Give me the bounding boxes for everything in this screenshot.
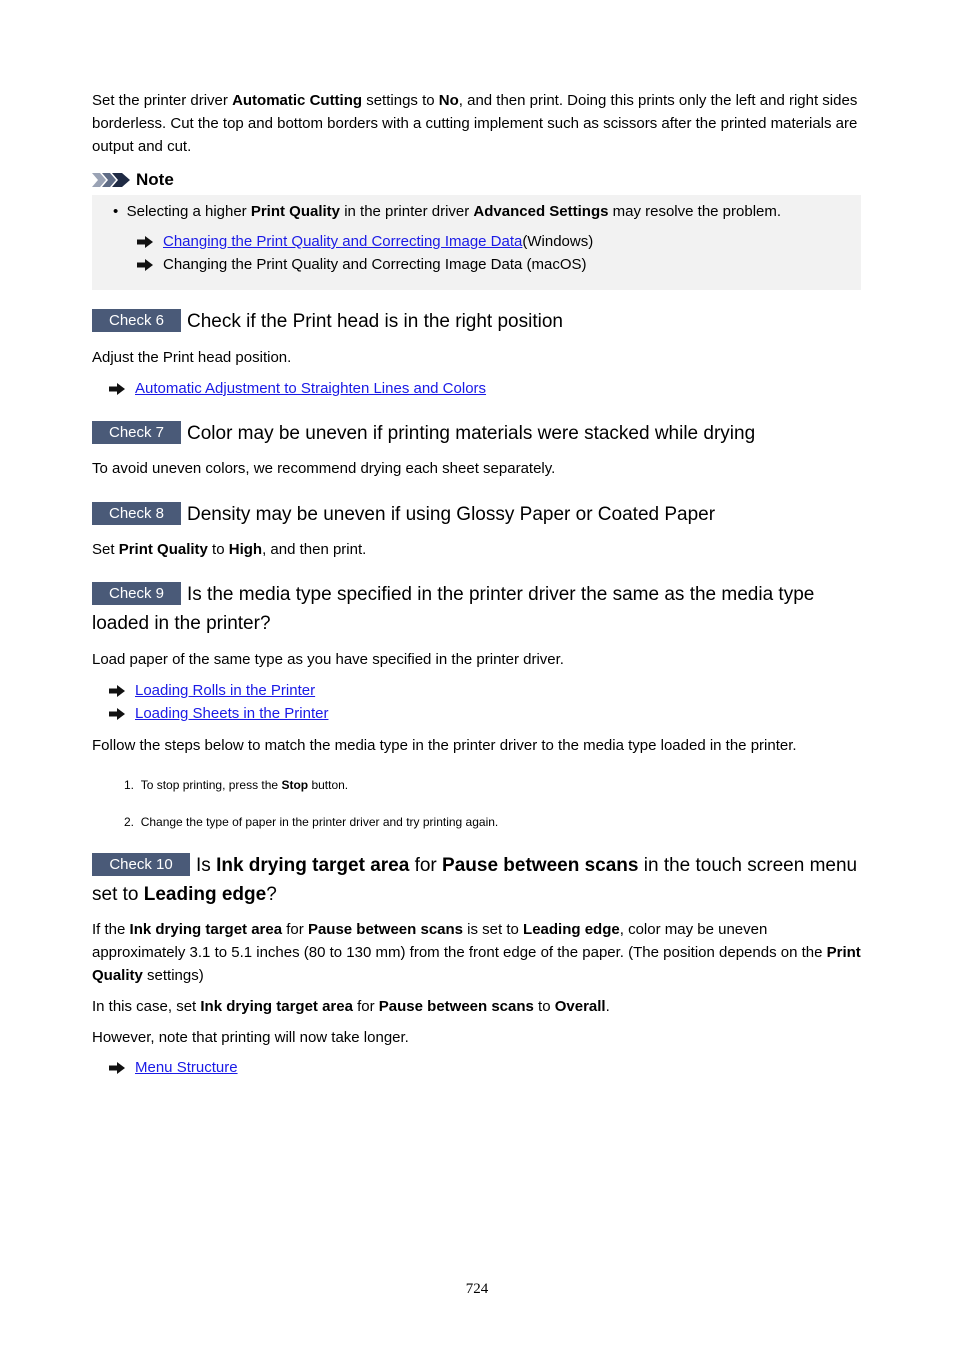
link-print-quality-windows[interactable]: Changing the Print Quality and Correcting Image Data xyxy=(163,233,523,250)
check9-link-row-sheets xyxy=(109,702,328,725)
check10-badge: Check 10 xyxy=(92,853,190,876)
check6-link-row xyxy=(109,377,486,400)
check7-heading xyxy=(92,419,862,448)
check10-link-row xyxy=(109,1056,238,1079)
check8-title: Density may be uneven if using Glossy Paper or Coated Paper xyxy=(187,504,716,525)
note-row-macos xyxy=(137,253,587,276)
check10-paragraph-3: However, note that printing will now take longer. xyxy=(92,1029,409,1046)
check10-title: Is Ink drying target area for Pause between scans in the touch screen menu set to Leading edge? xyxy=(92,855,858,905)
note-bullet-item: • Selecting a higher Print Quality in the printer driver Advanced Settings may resolve the problem. xyxy=(113,203,782,220)
link-loading-sheets[interactable]: Loading Sheets in the Printer xyxy=(135,705,329,722)
check7-body: To avoid uneven colors, we recommend drying each sheet separately. xyxy=(92,460,556,477)
check7-badge: Check 7 xyxy=(92,421,181,444)
check9-body: Load paper of the same type as you have specified in the printer driver. xyxy=(92,651,564,668)
note-chevrons-icon xyxy=(92,172,130,188)
note-box xyxy=(92,195,861,290)
check9-heading xyxy=(92,580,862,638)
note-label: Note xyxy=(136,170,174,189)
check6-body: Adjust the Print head position. xyxy=(92,349,292,366)
note-heading xyxy=(92,168,174,192)
check7-title: Color may be uneven if printing materials were stacked while drying xyxy=(187,423,756,444)
right-arrow-icon xyxy=(109,685,125,697)
step-1: 1. To stop printing, press the Stop button. xyxy=(124,778,349,792)
intro-paragraph: Set the printer driver Automatic Cutting settings to No, and then print. Doing this prints only the left and right sides borderless. Cut the top and bottom borders with a cutting implement such as scissors after the printed materials are output and cut. xyxy=(92,92,858,155)
check6-title: Check if the Print head is in the right position xyxy=(187,311,563,332)
link-loading-rolls[interactable]: Loading Rolls in the Printer xyxy=(135,682,316,699)
check9-follow-text: Follow the steps below to match the media type in the printer driver to the media type loaded in the printer. xyxy=(92,737,797,754)
right-arrow-icon xyxy=(109,1062,125,1074)
check8-body: Set Print Quality to High, and then print. xyxy=(92,541,367,558)
check6-heading xyxy=(92,307,862,336)
check10-paragraph-1: If the Ink drying target area for Pause between scans is set to Leading edge, color may be uneven approximately 3.1 to 5.1 inches (80 to 130 mm) from the front edge of the paper. (The position depends on the Print Quality settings) xyxy=(92,921,861,984)
link-menu-structure[interactable]: Menu Structure xyxy=(135,1059,238,1076)
right-arrow-icon xyxy=(137,259,153,271)
check8-heading xyxy=(92,500,862,529)
check9-title: Is the media type specified in the printer driver the same as the media type loaded in the printer? xyxy=(92,584,815,634)
check10-heading xyxy=(92,851,862,909)
check9-badge: Check 9 xyxy=(92,582,181,605)
right-arrow-icon xyxy=(109,708,125,720)
check10-paragraph-2: In this case, set Ink drying target area for Pause between scans to Overall. xyxy=(92,998,610,1015)
note-link-row-windows: Changing the Print Quality and Correcting Image Data (Windows) xyxy=(137,230,593,253)
print-quality-macos-text: Changing the Print Quality and Correcting Image Data (macOS) xyxy=(163,256,587,273)
page-number: 724 xyxy=(465,1281,489,1297)
check8-badge: Check 8 xyxy=(92,502,181,525)
check9-link-row-rolls xyxy=(109,679,315,702)
link-automatic-adjustment[interactable]: Automatic Adjustment to Straighten Lines and Colors xyxy=(135,380,487,397)
step-2: 2. Change the type of paper in the printer driver and try printing again. xyxy=(124,815,499,829)
right-arrow-icon xyxy=(137,236,153,248)
right-arrow-icon xyxy=(109,383,125,395)
check6-badge: Check 6 xyxy=(92,309,181,332)
